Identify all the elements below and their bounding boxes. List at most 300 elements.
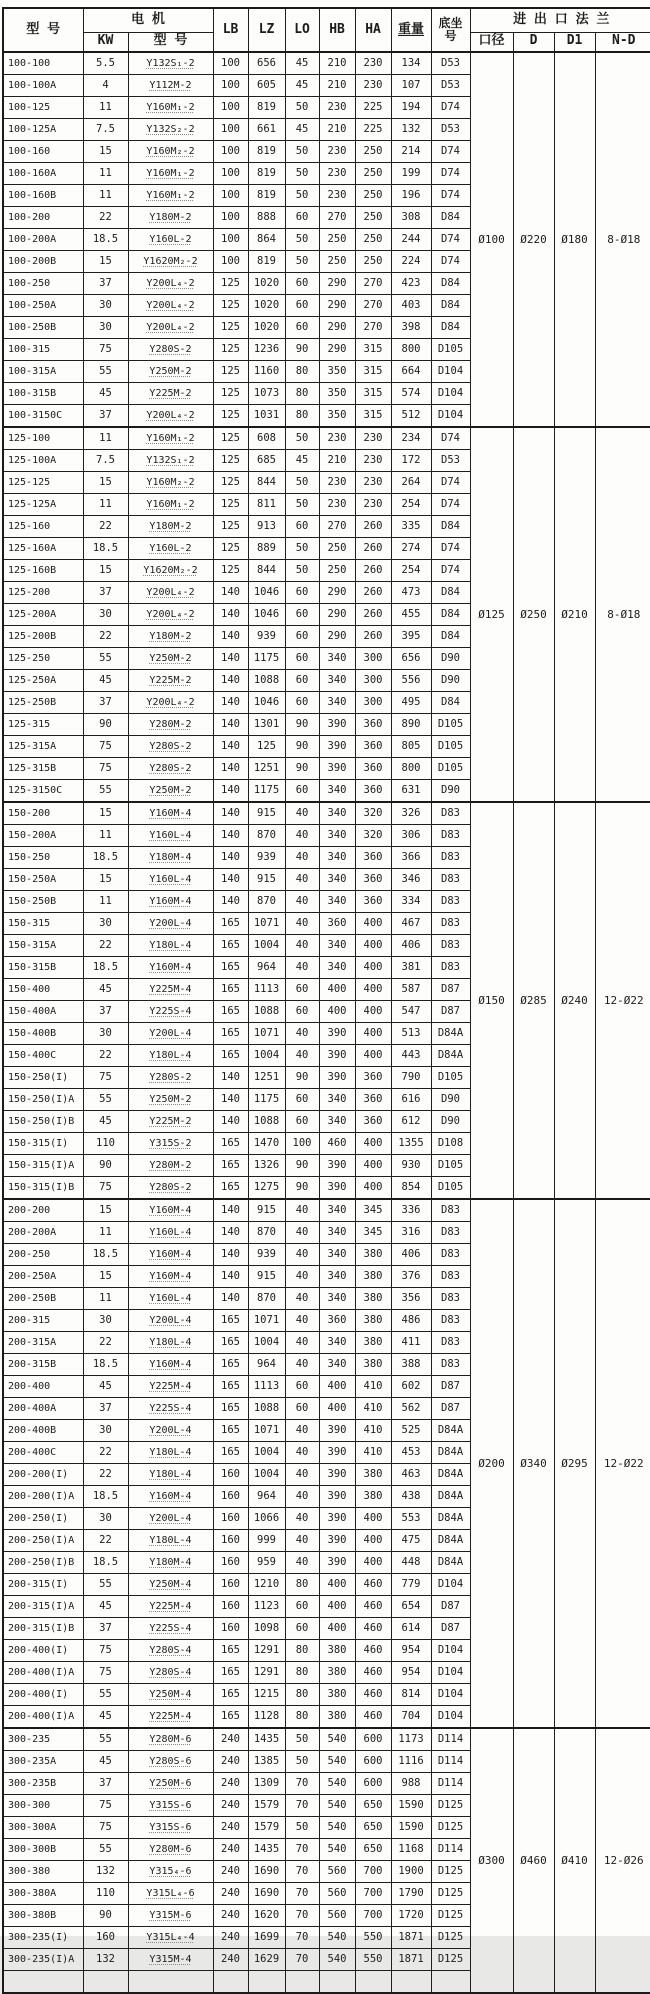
value-cell: D74: [431, 229, 470, 251]
value-cell: 1690: [248, 1883, 285, 1905]
value-cell: 340: [319, 1199, 355, 1222]
value-cell: 915: [248, 802, 285, 825]
value-cell: 125: [213, 560, 248, 582]
value-cell: 240: [213, 1949, 248, 1971]
model-cell: 200-200(I)A: [3, 1486, 83, 1508]
value-cell: D90: [431, 1111, 470, 1133]
value-cell: D105: [431, 1067, 470, 1089]
value-cell: 631: [391, 780, 431, 803]
value-cell: D125: [431, 1927, 470, 1949]
value-cell: 381: [391, 957, 431, 979]
value-cell: 22: [83, 207, 128, 229]
value-cell: 1098: [248, 1618, 285, 1640]
motor-model-cell: Y160M-4: [128, 957, 213, 979]
model-cell: 300-380: [3, 1861, 83, 1883]
col-header-base: 底坐 号: [431, 8, 470, 52]
value-cell: D84: [431, 516, 470, 538]
value-cell: D84A: [431, 1530, 470, 1552]
value-cell: 50: [285, 1817, 319, 1839]
model-cell: 125-125A: [3, 494, 83, 516]
value-cell: 11: [83, 185, 128, 207]
value-cell: D90: [431, 670, 470, 692]
model-cell: 150-250B: [3, 891, 83, 913]
value-cell: D84A: [431, 1420, 470, 1442]
value-cell: D87: [431, 1376, 470, 1398]
value-cell: D83: [431, 935, 470, 957]
value-cell: 1173: [391, 1728, 431, 1751]
value-cell: 100: [213, 75, 248, 97]
value-cell: 50: [285, 141, 319, 163]
value-cell: 400: [355, 1552, 391, 1574]
value-cell: 1071: [248, 913, 285, 935]
value-cell: 244: [391, 229, 431, 251]
value-cell: [391, 1971, 431, 1994]
value-cell: 100: [213, 141, 248, 163]
value-cell: 254: [391, 494, 431, 516]
value-cell: 60: [285, 582, 319, 604]
model-cell: 150-400: [3, 979, 83, 1001]
value-cell: 600: [355, 1728, 391, 1751]
value-cell: 608: [248, 427, 285, 450]
value-cell: D83: [431, 825, 470, 847]
motor-model-cell: Y315M-4: [128, 1949, 213, 1971]
value-cell: 406: [391, 935, 431, 957]
value-cell: 340: [319, 935, 355, 957]
value-cell: 45: [83, 1751, 128, 1773]
value-cell: 230: [355, 427, 391, 450]
value-cell: 1088: [248, 1001, 285, 1023]
value-cell: 70: [285, 1905, 319, 1927]
value-cell: 553: [391, 1508, 431, 1530]
motor-model-cell: Y225M-2: [128, 1111, 213, 1133]
value-cell: 600: [355, 1773, 391, 1795]
flange-cell-bore: Ø100: [470, 52, 513, 427]
motor-model-cell: Y112M-2: [128, 75, 213, 97]
value-cell: 60: [285, 1398, 319, 1420]
motor-model-cell: Y200L-4: [128, 1420, 213, 1442]
value-cell: 40: [285, 1045, 319, 1067]
value-cell: D104: [431, 361, 470, 383]
model-cell: 125-100A: [3, 450, 83, 472]
value-cell: 37: [83, 692, 128, 714]
value-cell: 60: [285, 1111, 319, 1133]
value-cell: 60: [285, 604, 319, 626]
motor-model-cell: Y200L₄-2: [128, 317, 213, 339]
value-cell: 390: [319, 1486, 355, 1508]
model-cell: 150-200A: [3, 825, 83, 847]
value-cell: 1435: [248, 1839, 285, 1861]
value-cell: D84: [431, 626, 470, 648]
value-cell: 4: [83, 75, 128, 97]
value-cell: 18.5: [83, 1354, 128, 1376]
value-cell: 1900: [391, 1861, 431, 1883]
value-cell: 400: [355, 979, 391, 1001]
value-cell: D104: [431, 1574, 470, 1596]
value-cell: 11: [83, 825, 128, 847]
value-cell: 60: [285, 516, 319, 538]
model-cell: 125-250A: [3, 670, 83, 692]
value-cell: 380: [355, 1266, 391, 1288]
model-cell: 150-315: [3, 913, 83, 935]
value-cell: 40: [285, 1288, 319, 1310]
value-cell: D84A: [431, 1045, 470, 1067]
value-cell: 70: [285, 1839, 319, 1861]
value-cell: 90: [285, 736, 319, 758]
value-cell: 870: [248, 891, 285, 913]
value-cell: 612: [391, 1111, 431, 1133]
motor-model-cell: Y250M-2: [128, 361, 213, 383]
value-cell: 939: [248, 847, 285, 869]
value-cell: 562: [391, 1398, 431, 1420]
value-cell: 50: [285, 251, 319, 273]
value-cell: 380: [355, 1310, 391, 1332]
motor-model-cell: Y225S-4: [128, 1001, 213, 1023]
value-cell: 360: [355, 758, 391, 780]
value-cell: 165: [213, 1684, 248, 1706]
value-cell: 240: [213, 1751, 248, 1773]
value-cell: 30: [83, 1023, 128, 1045]
motor-model-cell: Y280M-6: [128, 1839, 213, 1861]
value-cell: 30: [83, 1508, 128, 1530]
value-cell: 100: [213, 97, 248, 119]
value-cell: 1004: [248, 1332, 285, 1354]
value-cell: 210: [319, 119, 355, 141]
value-cell: 230: [319, 472, 355, 494]
model-cell: 150-400A: [3, 1001, 83, 1023]
model-cell: 300-235(I)A: [3, 1949, 83, 1971]
model-cell: 300-300A: [3, 1817, 83, 1839]
value-cell: 55: [83, 1089, 128, 1111]
value-cell: 50: [285, 427, 319, 450]
value-cell: 360: [355, 1089, 391, 1111]
value-cell: 40: [285, 1266, 319, 1288]
model-cell: 125-125: [3, 472, 83, 494]
motor-model-cell: Y160M₂-2: [128, 141, 213, 163]
col-header-nd: N-D: [595, 32, 650, 52]
flange-cell-nd: 12-Ø26: [595, 1728, 650, 1993]
value-cell: 80: [285, 1662, 319, 1684]
model-cell: 150-315A: [3, 935, 83, 957]
value-cell: 1579: [248, 1817, 285, 1839]
value-cell: 240: [213, 1927, 248, 1949]
col-header-bore: 口径: [470, 32, 513, 52]
model-cell: 200-400A: [3, 1398, 83, 1420]
value-cell: 656: [391, 648, 431, 670]
value-cell: 165: [213, 979, 248, 1001]
value-cell: 37: [83, 273, 128, 295]
value-cell: 22: [83, 1530, 128, 1552]
value-cell: 165: [213, 1442, 248, 1464]
value-cell: 7.5: [83, 119, 128, 141]
value-cell: 140: [213, 891, 248, 913]
value-cell: D104: [431, 1662, 470, 1684]
value-cell: 650: [355, 1795, 391, 1817]
model-cell: 200-400(I)A: [3, 1706, 83, 1729]
value-cell: 40: [285, 935, 319, 957]
motor-model-cell: Y225S-4: [128, 1618, 213, 1640]
flange-cell-d: Ø220: [513, 52, 554, 427]
value-cell: 1470: [248, 1133, 285, 1155]
value-cell: 560: [319, 1905, 355, 1927]
model-cell: 125-100: [3, 427, 83, 450]
motor-model-cell: Y160L-4: [128, 825, 213, 847]
motor-model-cell: Y180L-4: [128, 1464, 213, 1486]
value-cell: 45: [83, 670, 128, 692]
value-cell: 964: [248, 1486, 285, 1508]
value-cell: D83: [431, 1332, 470, 1354]
value-cell: 50: [285, 494, 319, 516]
value-cell: 400: [355, 1508, 391, 1530]
value-cell: 125: [213, 538, 248, 560]
value-cell: 460: [355, 1662, 391, 1684]
col-header-hb: HB: [319, 8, 355, 52]
motor-model-cell: Y315S-2: [128, 1133, 213, 1155]
value-cell: 390: [319, 1177, 355, 1200]
value-cell: D84A: [431, 1508, 470, 1530]
motor-model-cell: Y200L-4: [128, 1023, 213, 1045]
motor-model-cell: Y200L₄-2: [128, 295, 213, 317]
value-cell: 40: [285, 1464, 319, 1486]
value-cell: 70: [285, 1949, 319, 1971]
value-cell: 390: [319, 1067, 355, 1089]
value-cell: D83: [431, 847, 470, 869]
value-cell: 1385: [248, 1751, 285, 1773]
flange-cell-d1: Ø295: [554, 1199, 595, 1728]
model-cell: 100-315B: [3, 383, 83, 405]
value-cell: 270: [355, 295, 391, 317]
value-cell: 360: [355, 891, 391, 913]
motor-model-cell: Y315L₄-6: [128, 1883, 213, 1905]
motor-model-cell: Y280M-2: [128, 714, 213, 736]
model-cell: 100-100A: [3, 75, 83, 97]
motor-model-cell: Y250M-2: [128, 648, 213, 670]
value-cell: 340: [319, 847, 355, 869]
value-cell: 400: [355, 1045, 391, 1067]
model-cell: 200-400(I): [3, 1640, 83, 1662]
model-cell: 125-315A: [3, 736, 83, 758]
flange-cell-bore: Ø300: [470, 1728, 513, 1993]
value-cell: 60: [285, 670, 319, 692]
value-cell: 90: [83, 1905, 128, 1927]
value-cell: 1088: [248, 1111, 285, 1133]
model-cell: 150-250(I)A: [3, 1089, 83, 1111]
model-cell: 100-200B: [3, 251, 83, 273]
value-cell: 260: [355, 538, 391, 560]
value-cell: 260: [355, 516, 391, 538]
value-cell: 140: [213, 670, 248, 692]
value-cell: 460: [355, 1706, 391, 1729]
value-cell: 1699: [248, 1927, 285, 1949]
value-cell: D74: [431, 538, 470, 560]
motor-model-cell: Y1620M₂-2: [128, 251, 213, 273]
model-cell: 200-315: [3, 1310, 83, 1332]
value-cell: 290: [319, 295, 355, 317]
value-cell: 15: [83, 1266, 128, 1288]
model-cell: 125-250B: [3, 692, 83, 714]
value-cell: 540: [319, 1949, 355, 1971]
value-cell: 125: [213, 494, 248, 516]
motor-model-cell: Y160M₂-2: [128, 472, 213, 494]
value-cell: 290: [319, 604, 355, 626]
value-cell: 50: [285, 97, 319, 119]
model-cell: 300-235A: [3, 1751, 83, 1773]
motor-model-cell: Y315L₄-4: [128, 1927, 213, 1949]
value-cell: 360: [319, 1310, 355, 1332]
value-cell: 60: [285, 317, 319, 339]
value-cell: [213, 1971, 248, 1994]
value-cell: 80: [285, 405, 319, 428]
value-cell: 240: [213, 1817, 248, 1839]
value-cell: 45: [285, 119, 319, 141]
model-cell: 300-235B: [3, 1773, 83, 1795]
model-cell: 200-250A: [3, 1266, 83, 1288]
value-cell: 340: [319, 1332, 355, 1354]
value-cell: 340: [319, 825, 355, 847]
value-cell: 1073: [248, 383, 285, 405]
value-cell: 270: [319, 207, 355, 229]
value-cell: 230: [355, 450, 391, 472]
value-cell: 340: [319, 869, 355, 891]
model-cell: 150-250: [3, 847, 83, 869]
value-cell: 403: [391, 295, 431, 317]
value-cell: 455: [391, 604, 431, 626]
value-cell: D114: [431, 1728, 470, 1751]
motor-model-cell: Y280M-2: [128, 1155, 213, 1177]
motor-model-cell: Y225M-4: [128, 1596, 213, 1618]
model-cell: 150-250A: [3, 869, 83, 891]
value-cell: 864: [248, 229, 285, 251]
value-cell: 400: [355, 1133, 391, 1155]
value-cell: D84A: [431, 1486, 470, 1508]
value-cell: D74: [431, 141, 470, 163]
value-cell: 316: [391, 1222, 431, 1244]
value-cell: 60: [285, 979, 319, 1001]
value-cell: 40: [285, 891, 319, 913]
value-cell: 410: [355, 1442, 391, 1464]
value-cell: 165: [213, 913, 248, 935]
value-cell: 15: [83, 472, 128, 494]
value-cell: 1790: [391, 1883, 431, 1905]
motor-model-cell: Y1620M₂-2: [128, 560, 213, 582]
value-cell: 160: [213, 1552, 248, 1574]
value-cell: 37: [83, 1398, 128, 1420]
model-cell: 125-250: [3, 648, 83, 670]
value-cell: 165: [213, 1706, 248, 1729]
value-cell: 340: [319, 1354, 355, 1376]
value-cell: 1275: [248, 1177, 285, 1200]
value-cell: 661: [248, 119, 285, 141]
model-cell: 150-250(I): [3, 1067, 83, 1089]
value-cell: 1720: [391, 1905, 431, 1927]
value-cell: 40: [285, 1420, 319, 1442]
value-cell: 438: [391, 1486, 431, 1508]
value-cell: 540: [319, 1728, 355, 1751]
motor-model-cell: Y315S-6: [128, 1795, 213, 1817]
value-cell: 819: [248, 97, 285, 119]
value-cell: 1066: [248, 1508, 285, 1530]
value-cell: 260: [355, 560, 391, 582]
value-cell: 340: [319, 957, 355, 979]
value-cell: 340: [319, 891, 355, 913]
value-cell: 40: [285, 1332, 319, 1354]
value-cell: D104: [431, 1684, 470, 1706]
value-cell: 380: [355, 1354, 391, 1376]
value-cell: 290: [319, 317, 355, 339]
model-cell: 200-250(I): [3, 1508, 83, 1530]
value-cell: 260: [355, 582, 391, 604]
model-cell: 200-250(I)B: [3, 1552, 83, 1574]
motor-model-cell: Y315M-6: [128, 1905, 213, 1927]
motor-model-cell: Y250M-2: [128, 1089, 213, 1111]
value-cell: 300: [355, 670, 391, 692]
value-cell: 40: [285, 1530, 319, 1552]
value-cell: 60: [285, 1618, 319, 1640]
value-cell: 160: [213, 1464, 248, 1486]
col-header-motor-group: 电 机: [83, 8, 213, 32]
value-cell: 11: [83, 163, 128, 185]
value-cell: D83: [431, 1266, 470, 1288]
value-cell: 60: [285, 1376, 319, 1398]
value-cell: 1236: [248, 339, 285, 361]
model-group-3: [3, 1199, 650, 1728]
col-header-ha: HA: [355, 8, 391, 52]
value-cell: 1175: [248, 780, 285, 803]
value-cell: 654: [391, 1596, 431, 1618]
value-cell: 230: [319, 163, 355, 185]
value-cell: 340: [319, 692, 355, 714]
value-cell: 616: [391, 1089, 431, 1111]
value-cell: 350: [319, 405, 355, 428]
value-cell: 22: [83, 1332, 128, 1354]
value-cell: 50: [285, 229, 319, 251]
value-cell: 70: [285, 1927, 319, 1949]
value-cell: 1690: [248, 1861, 285, 1883]
value-cell: 340: [319, 1266, 355, 1288]
value-cell: 165: [213, 1640, 248, 1662]
col-header-motor-model: 型 号: [128, 32, 213, 52]
value-cell: D125: [431, 1883, 470, 1905]
motor-model-cell: Y160M-4: [128, 1354, 213, 1376]
value-cell: 315: [355, 361, 391, 383]
value-cell: 550: [355, 1927, 391, 1949]
value-cell: 18.5: [83, 957, 128, 979]
value-cell: 270: [319, 516, 355, 538]
value-cell: 290: [319, 339, 355, 361]
model-cell: 150-400C: [3, 1045, 83, 1067]
motor-model-cell: Y160M-4: [128, 891, 213, 913]
value-cell: 22: [83, 1442, 128, 1464]
value-cell: 18.5: [83, 1486, 128, 1508]
value-cell: D125: [431, 1905, 470, 1927]
value-cell: D53: [431, 52, 470, 75]
value-cell: 819: [248, 251, 285, 273]
value-cell: 406: [391, 1244, 431, 1266]
model-cell: 100-100: [3, 52, 83, 75]
value-cell: 1590: [391, 1817, 431, 1839]
value-cell: 70: [285, 1861, 319, 1883]
model-cell: 150-315B: [3, 957, 83, 979]
motor-model-cell: Y280S-2: [128, 1177, 213, 1200]
value-cell: 55: [83, 1574, 128, 1596]
value-cell: 1871: [391, 1949, 431, 1971]
value-cell: 55: [83, 780, 128, 803]
value-cell: 90: [83, 1155, 128, 1177]
value-cell: D83: [431, 1310, 470, 1332]
value-cell: 40: [285, 1310, 319, 1332]
value-cell: 1004: [248, 935, 285, 957]
value-cell: 240: [213, 1839, 248, 1861]
value-cell: 45: [285, 52, 319, 75]
